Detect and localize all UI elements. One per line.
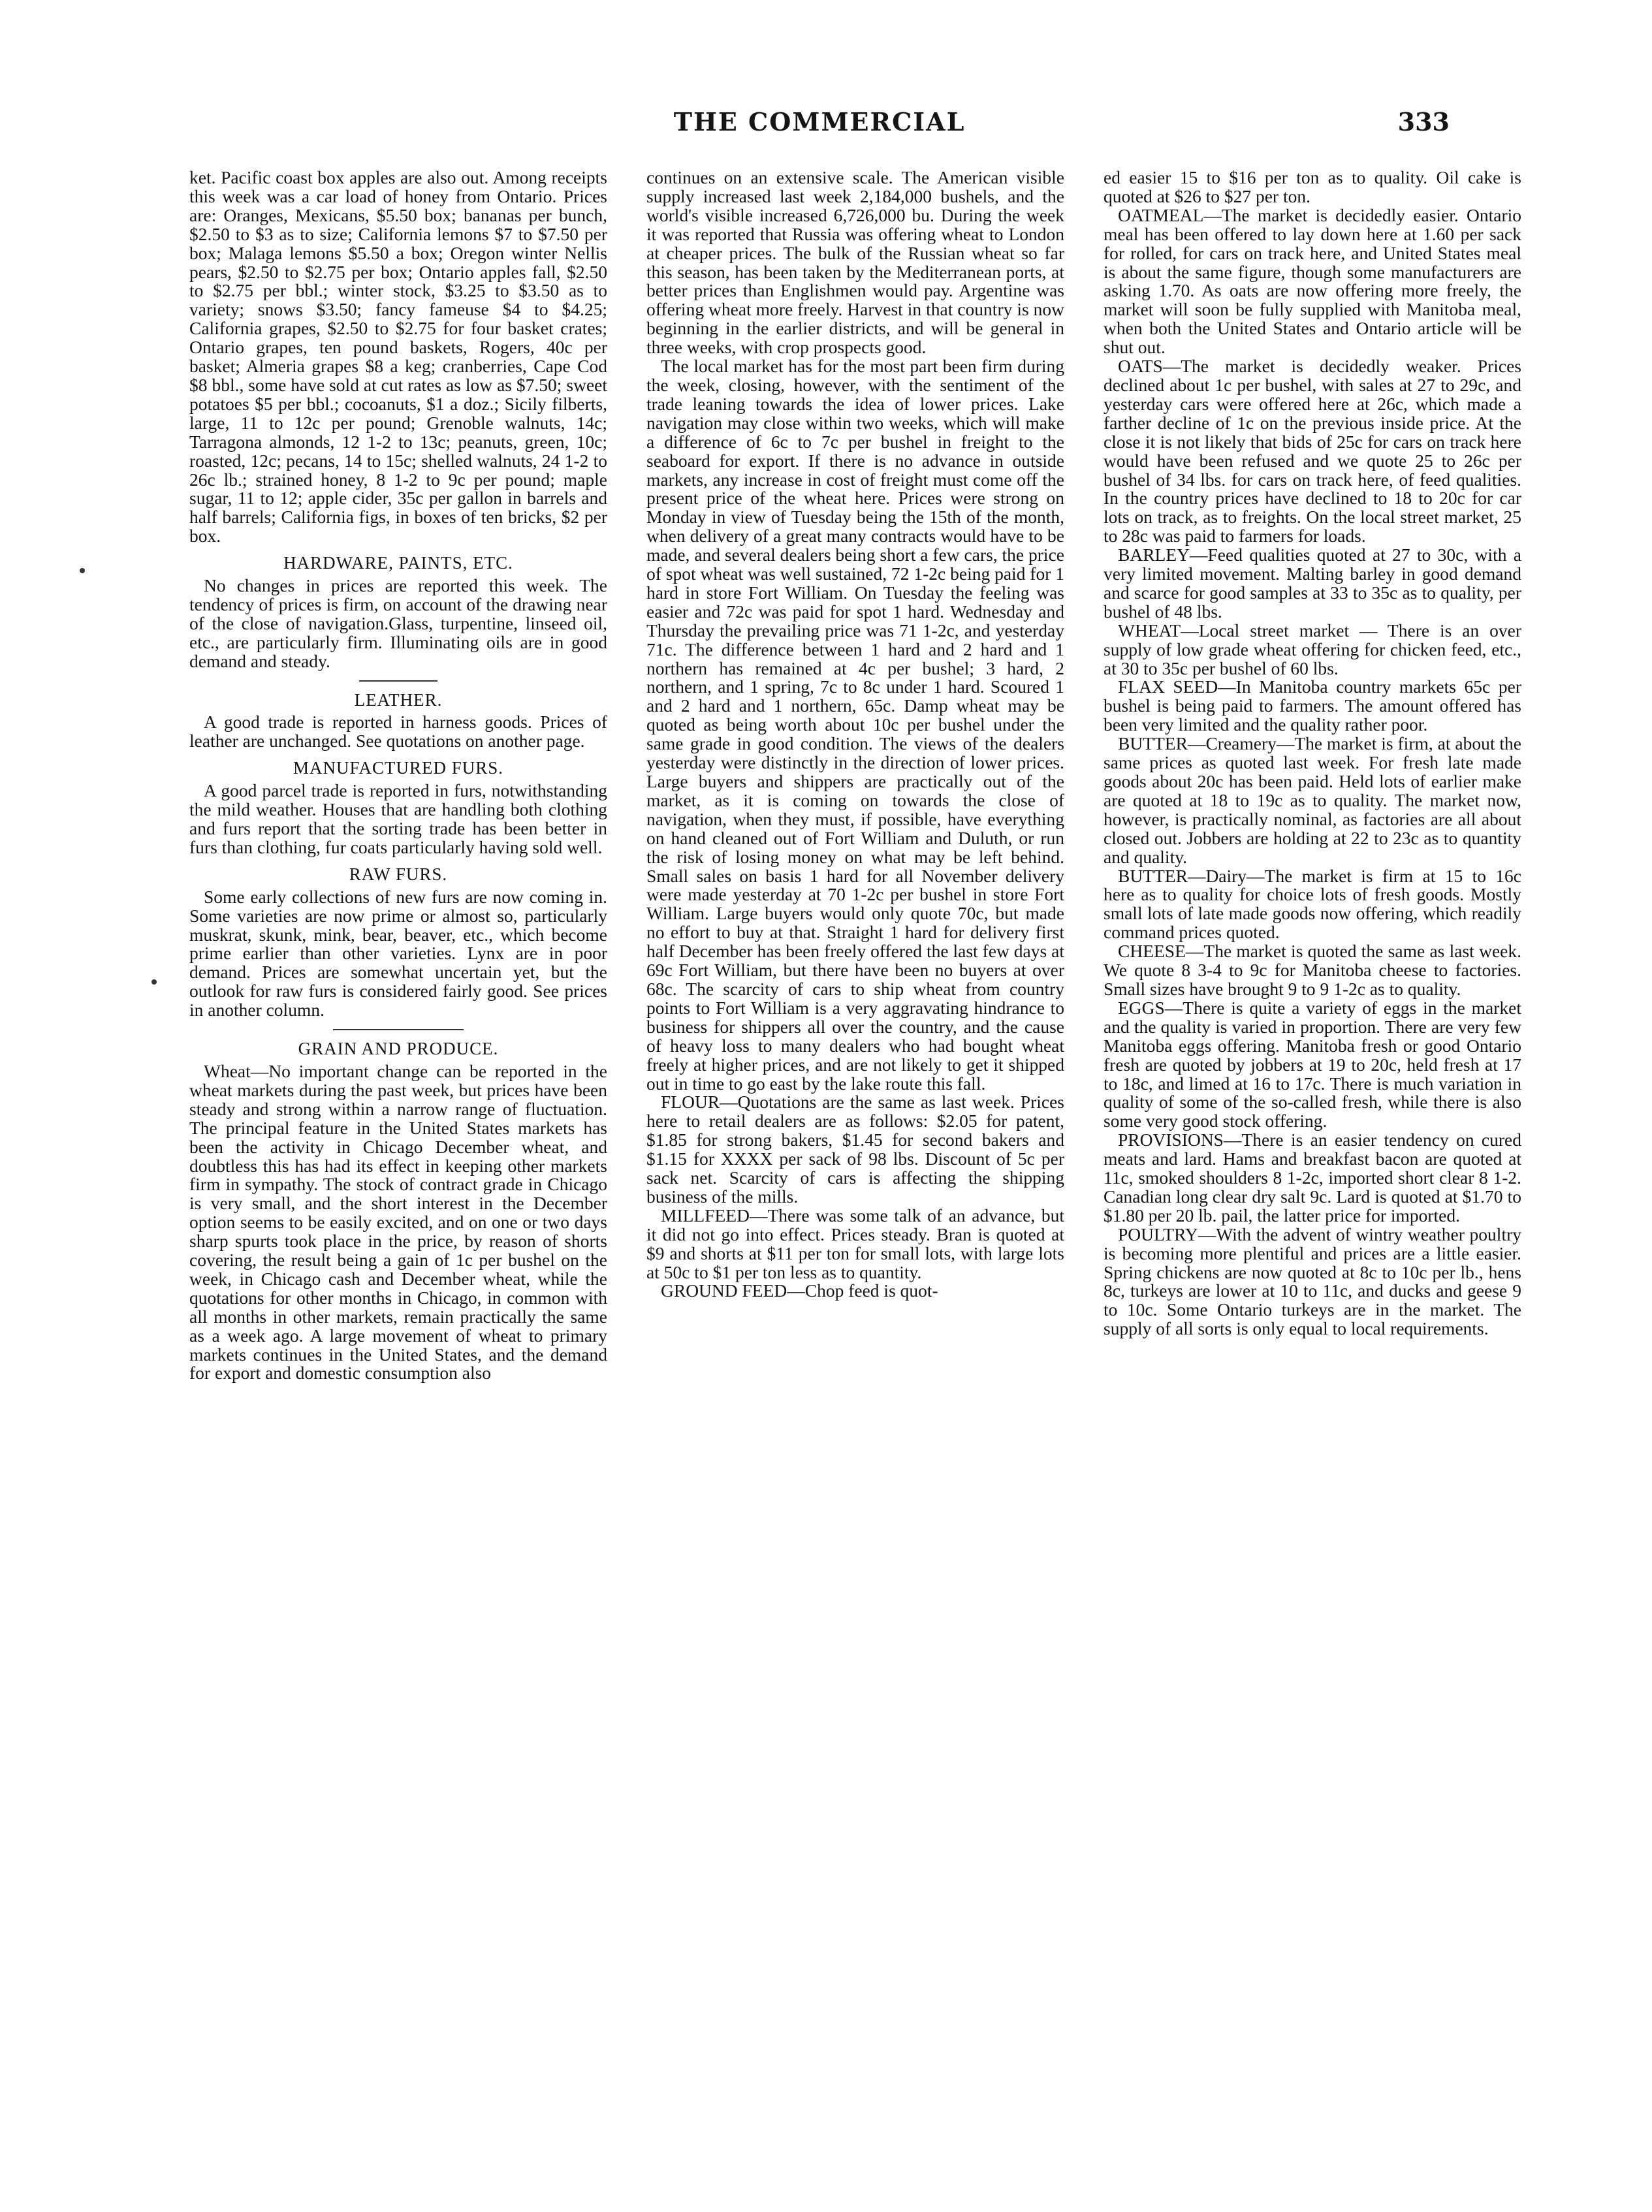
oats-text: OATS—The market is decidedly weaker. Prices declined about 1c per bushel, with sales at 27 to 29c, and yesterday cars were offered here at 26c, which made a farther decline of 1c on the previous inside price. At the close it is not likely that bids of 25c for cars on track here would have been refused and we quote 25 to 26c per bushel of 34 lbs. for cars on track here, of feed qualities. In the country prices have declined to 18 to 20c for car lots on track, as to freights. On the local street market, 25 to 28c was paid to farmers for loads. [1104, 356, 1521, 546]
local-market-text: The local market has for the most part been firm during the week, closing, however, with the sentiment of the trade leaning towards the idea of lower prices. Lake navigation may close within two weeks, which will make a difference of 6c to 7c per bushel in freight to the seaboard for export. If there is no advance in outside markets, any increase in cost of freight must come off the present price of the wheat here. Prices were strong on Monday in view of Tuesday being the 15th of the month, when delivery of a great many contracts would have to be made, and several dealers being short a few cars, the price of spot wheat was well sustained, 72 1-2c being paid for 1 hard in store Fort William. On Tuesday the feeling was easier and 72c was paid for spot 1 hard. Wednesday and Thursday the prevailing price was 71 1-2c, and yesterday 71c. The difference between 1 hard and 2 hard and 1 northern has remained at 4c per bushel; 3 hard, 2 northern, and 1 spring, 7c to 8c under 1 hard. Scoured 1 and 2 hard and 1 northern, 65c. Damp wheat may be quoted as being worth about 10c per bushel under the same grade in good condition. The views of the dealers yesterday were distinctly in the direction of lower prices. Large buyers and shippers are practically out of the market, as it is coming on towards the close of navigation, when they must, if possible, have everything on hand cleaned out of Fort William and Duluth, or run the risk of losing money on what may be left behind. Small sales on basis 1 hard for all November delivery were made yesterday at 70 1-2c per bushel in store Fort William. Large buyers would only quote 70c, but made no effort to buy at that. Straight 1 hard for delivery first half December has been freely offered the last few days at 69c Fort William, but there have been no buyers at over 68c. The scarcity of cars to ship wheat from country points to Fort William is a very aggravating hindrance to business for shippers all over the country, and the cause of heavy loss to many dealers who had bought wheat freely at higher prices, and are not likely to get it shipped out in time to go east by the lake route this fall. [646, 356, 1064, 1094]
publication-title: THE COMMERCIAL [673, 107, 966, 136]
section-heading-leather: LEATHER. [354, 689, 443, 710]
flax-seed-text: FLAX SEED—In Manitoba country markets 65c per bushel is being paid to farmers. The amount offered has been very limited and the quality rather poor. [1104, 676, 1521, 735]
section-heading-raw-furs: RAW FURS. [349, 864, 448, 884]
ground-feed-text: GROUND FEED—Chop feed is quot- [661, 1280, 938, 1301]
cheese-text: CHEESE—The market is quoted the same as last week. We quote 8 3-4 to 9c for Manitoba cheese to factories. Small sizes have brought 9 to 9 1-2c as to quality. [1104, 941, 1521, 999]
column-2 [646, 168, 1064, 2166]
butter-creamery-text: BUTTER—Creamery—The market is firm, at about the same prices as quoted last week. For fresh late made goods about 20c has been paid. Held lots of earlier make are quoted at 18 to 19c as to quality. The market now, however, is practically nominal, as factories are all about closed out. Jobbers are holding at 22 to 23c as to quantity and quality. [1104, 733, 1521, 867]
section-heading-manufactured-furs: MANUFACTURED FURS. [293, 758, 504, 778]
page-number: 333 [1397, 107, 1450, 136]
ground-feed-continued-text: ed easier 15 to $16 per ton as to quality. Oil cake is quoted at $26 to $27 per ton. [1104, 168, 1521, 206]
grain-text: Wheat—No important change can be reported in the wheat markets during the past week, but prices have been steady and strong within a narrow range of fluctuation. The principal feature in the United States markets has been the activity in Chicago December wheat, and doubtless this has had its effect in keeping other markets firm in sympathy. The stock of contract grade in Chicago is very small, and the short interest in the December option seems to be easily excited, and on one or two days sharp spurts took place in the price, by reason of shorts covering, the result being a gain of 1c per bushel on the week, in Chicago cash and December wheat, while the quotations for other months in Chicago, in common with all months in other markets, remain practically the same as a week ago. A large movement of wheat to primary markets continues in the United States, and the demand for export and domestic consumption also [189, 1060, 607, 1383]
wheat-local-text: WHEAT—Local street market — There is an over supply of low grade wheat offering for chicken feed, etc., at 30 to 35c per bushel of 60 lbs. [1104, 620, 1521, 678]
divider [359, 680, 437, 682]
column-1 [189, 168, 607, 2166]
grain-continued-text: continues on an extensive scale. The American visible supply increased last week 2,184,000 bushels, and the world's visible increased 6,726,000 bu. During the week it was reported that Russia was offering wheat to London at cheaper prices. The bulk of the Russian wheat so far this season, has been taken by the Mediterranean ports, at better prices than Englishmen would pay. Argentine was offering wheat more freely. Harvest in that country is now beginning in the earlier districts, and will be general in three weeks, with crop prospects good. [646, 168, 1064, 358]
millfeed-text: MILLFEED—There was some talk of an advance, but it did not go into effect. Prices steady. Bran is quoted at $9 and shorts at $11 per ton for small lots, with large lots at 50c to $1 per ton less as to quantity. [646, 1205, 1064, 1282]
margin-dot [80, 568, 85, 573]
manufactured-furs-text: A good parcel trade is reported in furs, notwithstanding the mild weather. Houses that are handling both clothing and furs report that the sorting trade has been better in furs than clothing, fur coats particularly having sold well. [189, 780, 607, 857]
section-heading-hardware: HARDWARE, PAINTS, ETC. [283, 553, 513, 573]
flour-text: FLOUR—Quotations are the same as last week. Prices here to retail dealers are as follows: $2.05 for patent, $1.85 for strong bakers, $1.45 for second bakers and $1.15 for XXXX per sack of 98 lbs. Discount of 5c per sack net. Scarcity of cars is affecting the shipping business of the mills. [646, 1092, 1064, 1207]
hardware-text: No changes in prices are reported this week. The tendency of prices is firm, on account of the drawing near of the close of navigation.Glass, turpentine, linseed oil, etc., are particularly firm. Illuminating oils are in good demand and steady. [189, 575, 607, 671]
butter-dairy-text: BUTTER—Dairy—The market is firm at 15 to 16c here as to quality for choice lots of fresh goods. Mostly small lots of late made goods now offering, which readily command prices quoted. [1104, 865, 1521, 943]
poultry-text: POULTRY—With the advent of wintry weather poultry is becoming more plentiful and prices are a little easier. Spring chickens are now quoted at 8c to 10c per lb., hens 8c, turkeys are lower at 10 to 11c, and ducks and geese 9 to 10c. Some Ontario turkeys are in the market. The supply of all sorts is only equal to local requirements. [1104, 1224, 1521, 1339]
oatmeal-text: OATMEAL—The market is decidedly easier. Ontario meal has been offered to lay down here at 1.60 per sack for rolled, for cars on track here, and United States meal is about the same figure, though some manufacturers are asking 1.70. As oats are now offering more freely, the market will soon be fully supplied with Manitoba meal, when both the United States and Ontario article will be shut out. [1104, 204, 1521, 358]
fruit-market-text: ket. Pacific coast box apples are also out. Among receipts this week was a car load of honey from Ontario. Prices are: Oranges, Mexicans, $5.50 box; bananas per bunch, $2.50 to $3 as to size; California lemons $7 to $7.50 per box; Malaga lemons $5.50 a box; Oregon winter Nellis pears, $2.50 to $2.75 per box; Ontario apples fall, $2.50 to $2.75 per bbl.; winter stock, $3.25 to $3.50 as to variety; snows $3.50; fancy fameuse $4 to $4.25; California grapes, $2.50 to $2.75 for four basket crates; Ontario grapes, ten pound baskets, Rogers, 40c per basket; Almeria grapes $8 a keg; cranberries, Cape Cod $8 bbl., some have sold at cut rates as low as $7.50; sweet potatoes $5 per bbl.; cocoanuts, $1 a doz.; Sicily filberts, large, 11 to 12c per pound; Grenoble walnuts, 14c; Tarragona almonds, 12 1-2 to 13c; peanuts, green, 10c; roasted, 12c; pecans, 14 to 15c; shelled walnuts, 24 1-2 to 26c lb.; strained honey, 8 1-2 to 9c per pound; maple sugar, 11 to 12; apple cider, 35c per gallon in barrels and half barrels; California figs, in boxes of ten bricks, $2 per box. [189, 168, 607, 546]
page-header [189, 107, 1450, 146]
provisions-text: PROVISIONS—There is an easier tendency on cured meats and lard. Hams and breakfast bacon are quoted at 11c, smoked shoulders 8 1-2c, imported short clear 8 1-2. Canadian long clear dry salt 9c. Lard is quoted at $1.70 to $1.80 per 20 lb. pail, the latter price for imported. [1104, 1130, 1521, 1225]
raw-furs-text: Some early collections of new furs are now coming in. Some varieties are now prime or almost so, particularly muskrat, skunk, mink, bear, beaver, etc., which become prime earlier than other varieties. Lynx are in poor demand. Prices are somewhat uncertain yet, but the outlook for raw furs is considered fairly good. See prices in another column. [189, 886, 607, 1020]
section-heading-grain: GRAIN AND PRODUCE. [298, 1039, 499, 1059]
barley-text: BARLEY—Feed qualities quoted at 27 to 30c, with a very limited movement. Malting barley in good demand and scarce for good samples at 33 to 35c as to quality, per bushel of 48 lbs. [1104, 545, 1521, 622]
column-3 [1104, 168, 1521, 2166]
leather-text: A good trade is reported in harness goods. Prices of leather are unchanged. See quotations on another page. [189, 712, 607, 751]
margin-dot [151, 979, 157, 985]
divider [333, 1029, 464, 1030]
eggs-text: EGGS—There is quite a variety of eggs in the market and the quality is varied in proportion. There are very few Manitoba eggs offering. Manitoba fresh or good Ontario fresh are quoted by jobbers at 19 to 20c, held fresh at 17 to 18c, and limed at 16 to 17c. There is much variation in quality of some of the so-called fresh, while there is also some very good stock offering. [1104, 997, 1521, 1131]
